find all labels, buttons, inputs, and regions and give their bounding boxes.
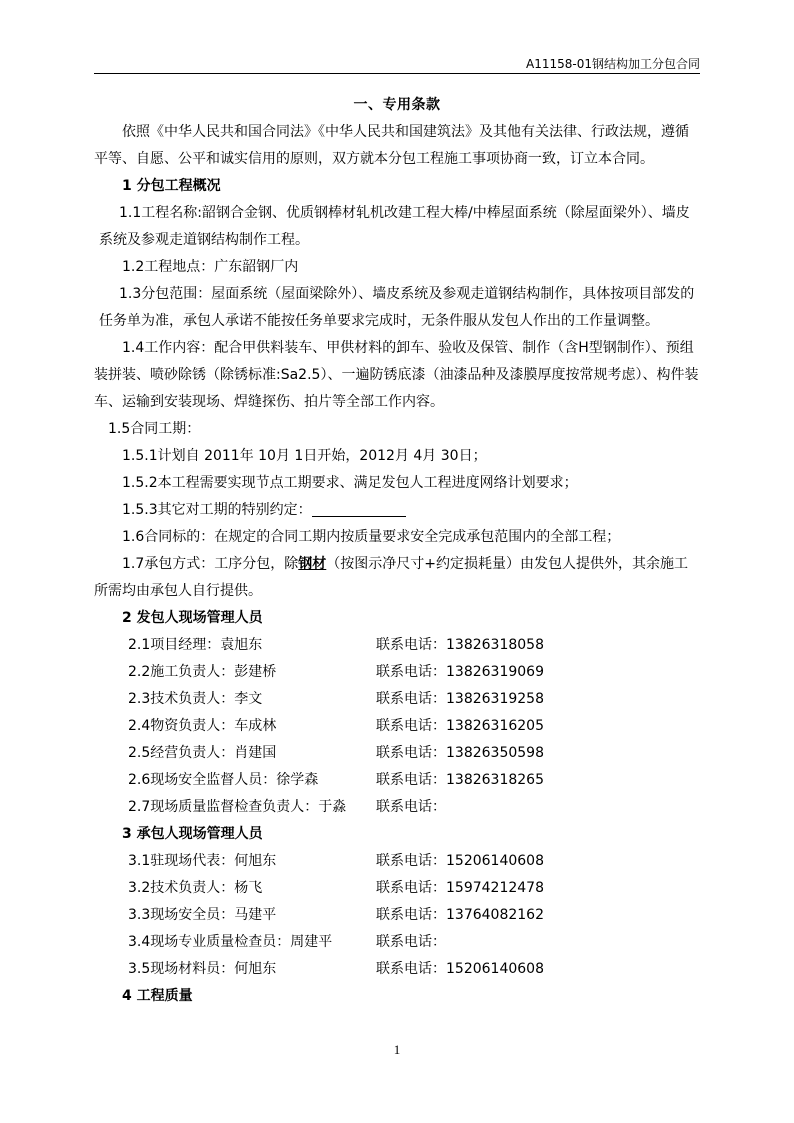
clause-1-2: 1.2工程地点：广东韶钢厂内 [122, 259, 299, 275]
contact-phone: 联系电话：15206140608 [376, 853, 544, 869]
contact-row [94, 875, 700, 902]
contact-role: 3.5现场材料员：何旭东 [128, 961, 277, 977]
contact-phone: 联系电话：15206140608 [376, 961, 544, 977]
contact-row [94, 956, 700, 983]
fill-in-blank [312, 500, 406, 517]
heading-section-2: 2 发包人现场管理人员 [122, 610, 263, 626]
contact-phone: 联系电话：13826318058 [376, 637, 544, 653]
contact-role: 2.1项目经理：袁旭东 [128, 637, 263, 653]
contact-role: 2.5经营负责人：肖建国 [128, 745, 277, 761]
clause-1-7-post: （按图示净尺寸+约定损耗量）由发包人提供外，其余施工所需均由承包人自行提供。 [94, 556, 688, 599]
heading-section-4: 4 工程质量 [122, 988, 193, 1004]
clause-1-4: 1.4工作内容：配合甲供料装车、甲供材料的卸车、验收及保管、制作（含H型钢制作）、预组装拼装、喷砂除锈（除锈标准:Sa2.5）、一遍防锈底漆（油漆品种及漆膜厚度按常规考虑）、构件装车、运输到安装现场、焊缝探伤、拍片等全部工作内容。 [94, 340, 699, 410]
contact-phone: 联系电话：13826318265 [376, 772, 544, 788]
contact-row [94, 740, 700, 767]
header-divider [94, 73, 700, 74]
clause-1-5-1: 1.5.1计划自 2011年 10月 1日开始，2012月 4月 30日； [122, 448, 487, 464]
document-body [94, 92, 700, 1010]
contact-phone: 联系电话：13826316205 [376, 718, 544, 734]
clause-1-7 [94, 551, 700, 605]
heading-section-3: 3 承包人现场管理人员 [122, 826, 263, 842]
contact-phone: 联系电话：15974212478 [376, 880, 544, 896]
clause-1-6: 1.6合同标的：在规定的合同工期内按质量要求安全完成承包范围内的全部工程； [122, 529, 621, 545]
contact-role: 2.7现场质量监督检查负责人：于淼 [128, 799, 347, 815]
contact-row [94, 767, 700, 794]
contact-phone: 联系电话： [376, 934, 446, 950]
contact-phone: 联系电话：13826350598 [376, 745, 544, 761]
contact-role: 2.6现场安全监督人员：徐学森 [128, 772, 319, 788]
contact-row [94, 929, 700, 956]
contact-phone: 联系电话：13826319258 [376, 691, 544, 707]
clause-1-5-3 [94, 497, 700, 524]
contact-role: 3.2技术负责人：杨飞 [128, 880, 263, 896]
intro-paragraph: 依照《中华人民共和国合同法》《中华人民共和国建筑法》及其他有关法律、行政法规，遵循平等、自愿、公平和诚实信用的原则，双方就本分包工程施工事项协商一致，订立本合同。 [94, 124, 689, 167]
clause-1-3: 1.3分包范围：屋面系统（屋面梁除外）、墙皮系统及参观走道钢结构制作，具体按项目部发的任务单为准，承包人承诺不能按任务单要求完成时，无条件服从发包人作出的工作量调整。 [99, 286, 695, 329]
document-header: A11158-01钢结构加工分包合同 [526, 57, 700, 71]
contact-row [94, 713, 700, 740]
heading-section-1: 1 分包工程概况 [122, 178, 221, 194]
clause-1-5-3-text: 1.5.3其它对工期的特别约定： [122, 502, 312, 518]
contact-role: 2.3技术负责人：李文 [128, 691, 263, 707]
contact-row [94, 902, 700, 929]
contact-row [94, 659, 700, 686]
contact-row [94, 848, 700, 875]
contact-row [94, 632, 700, 659]
contact-role: 3.4现场专业质量检查员：周建平 [128, 934, 333, 950]
contact-row [94, 686, 700, 713]
clause-1-1: 1.1工程名称:韶钢合金钢、优质钢棒材轧机改建工程大棒/中棒屋面系统（除屋面梁外）、墙皮系统及参观走道钢结构制作工程。 [99, 205, 690, 248]
contact-role: 2.4物资负责人：车成林 [128, 718, 277, 734]
clause-1-5-2: 1.5.2本工程需要实现节点工期要求、满足发包人工程进度网络计划要求； [122, 475, 578, 491]
section-title: 一、专用条款 [353, 97, 441, 113]
contact-role: 2.2施工负责人：彭建桥 [128, 664, 277, 680]
contact-role: 3.1驻现场代表：何旭东 [128, 853, 277, 869]
contact-phone: 联系电话：13764082162 [376, 907, 544, 923]
clause-1-7-pre: 1.7承包方式：工序分包，除 [122, 556, 299, 572]
contact-row [94, 794, 700, 821]
page-number: 1 [393, 1042, 401, 1057]
contact-phone: 联系电话： [376, 799, 446, 815]
contact-phone: 联系电话：13826319069 [376, 664, 544, 680]
clause-1-5: 1.5合同工期： [108, 421, 201, 437]
contact-role: 3.3现场安全员：马建平 [128, 907, 277, 923]
clause-1-7-emphasis: 钢材 [298, 556, 327, 572]
